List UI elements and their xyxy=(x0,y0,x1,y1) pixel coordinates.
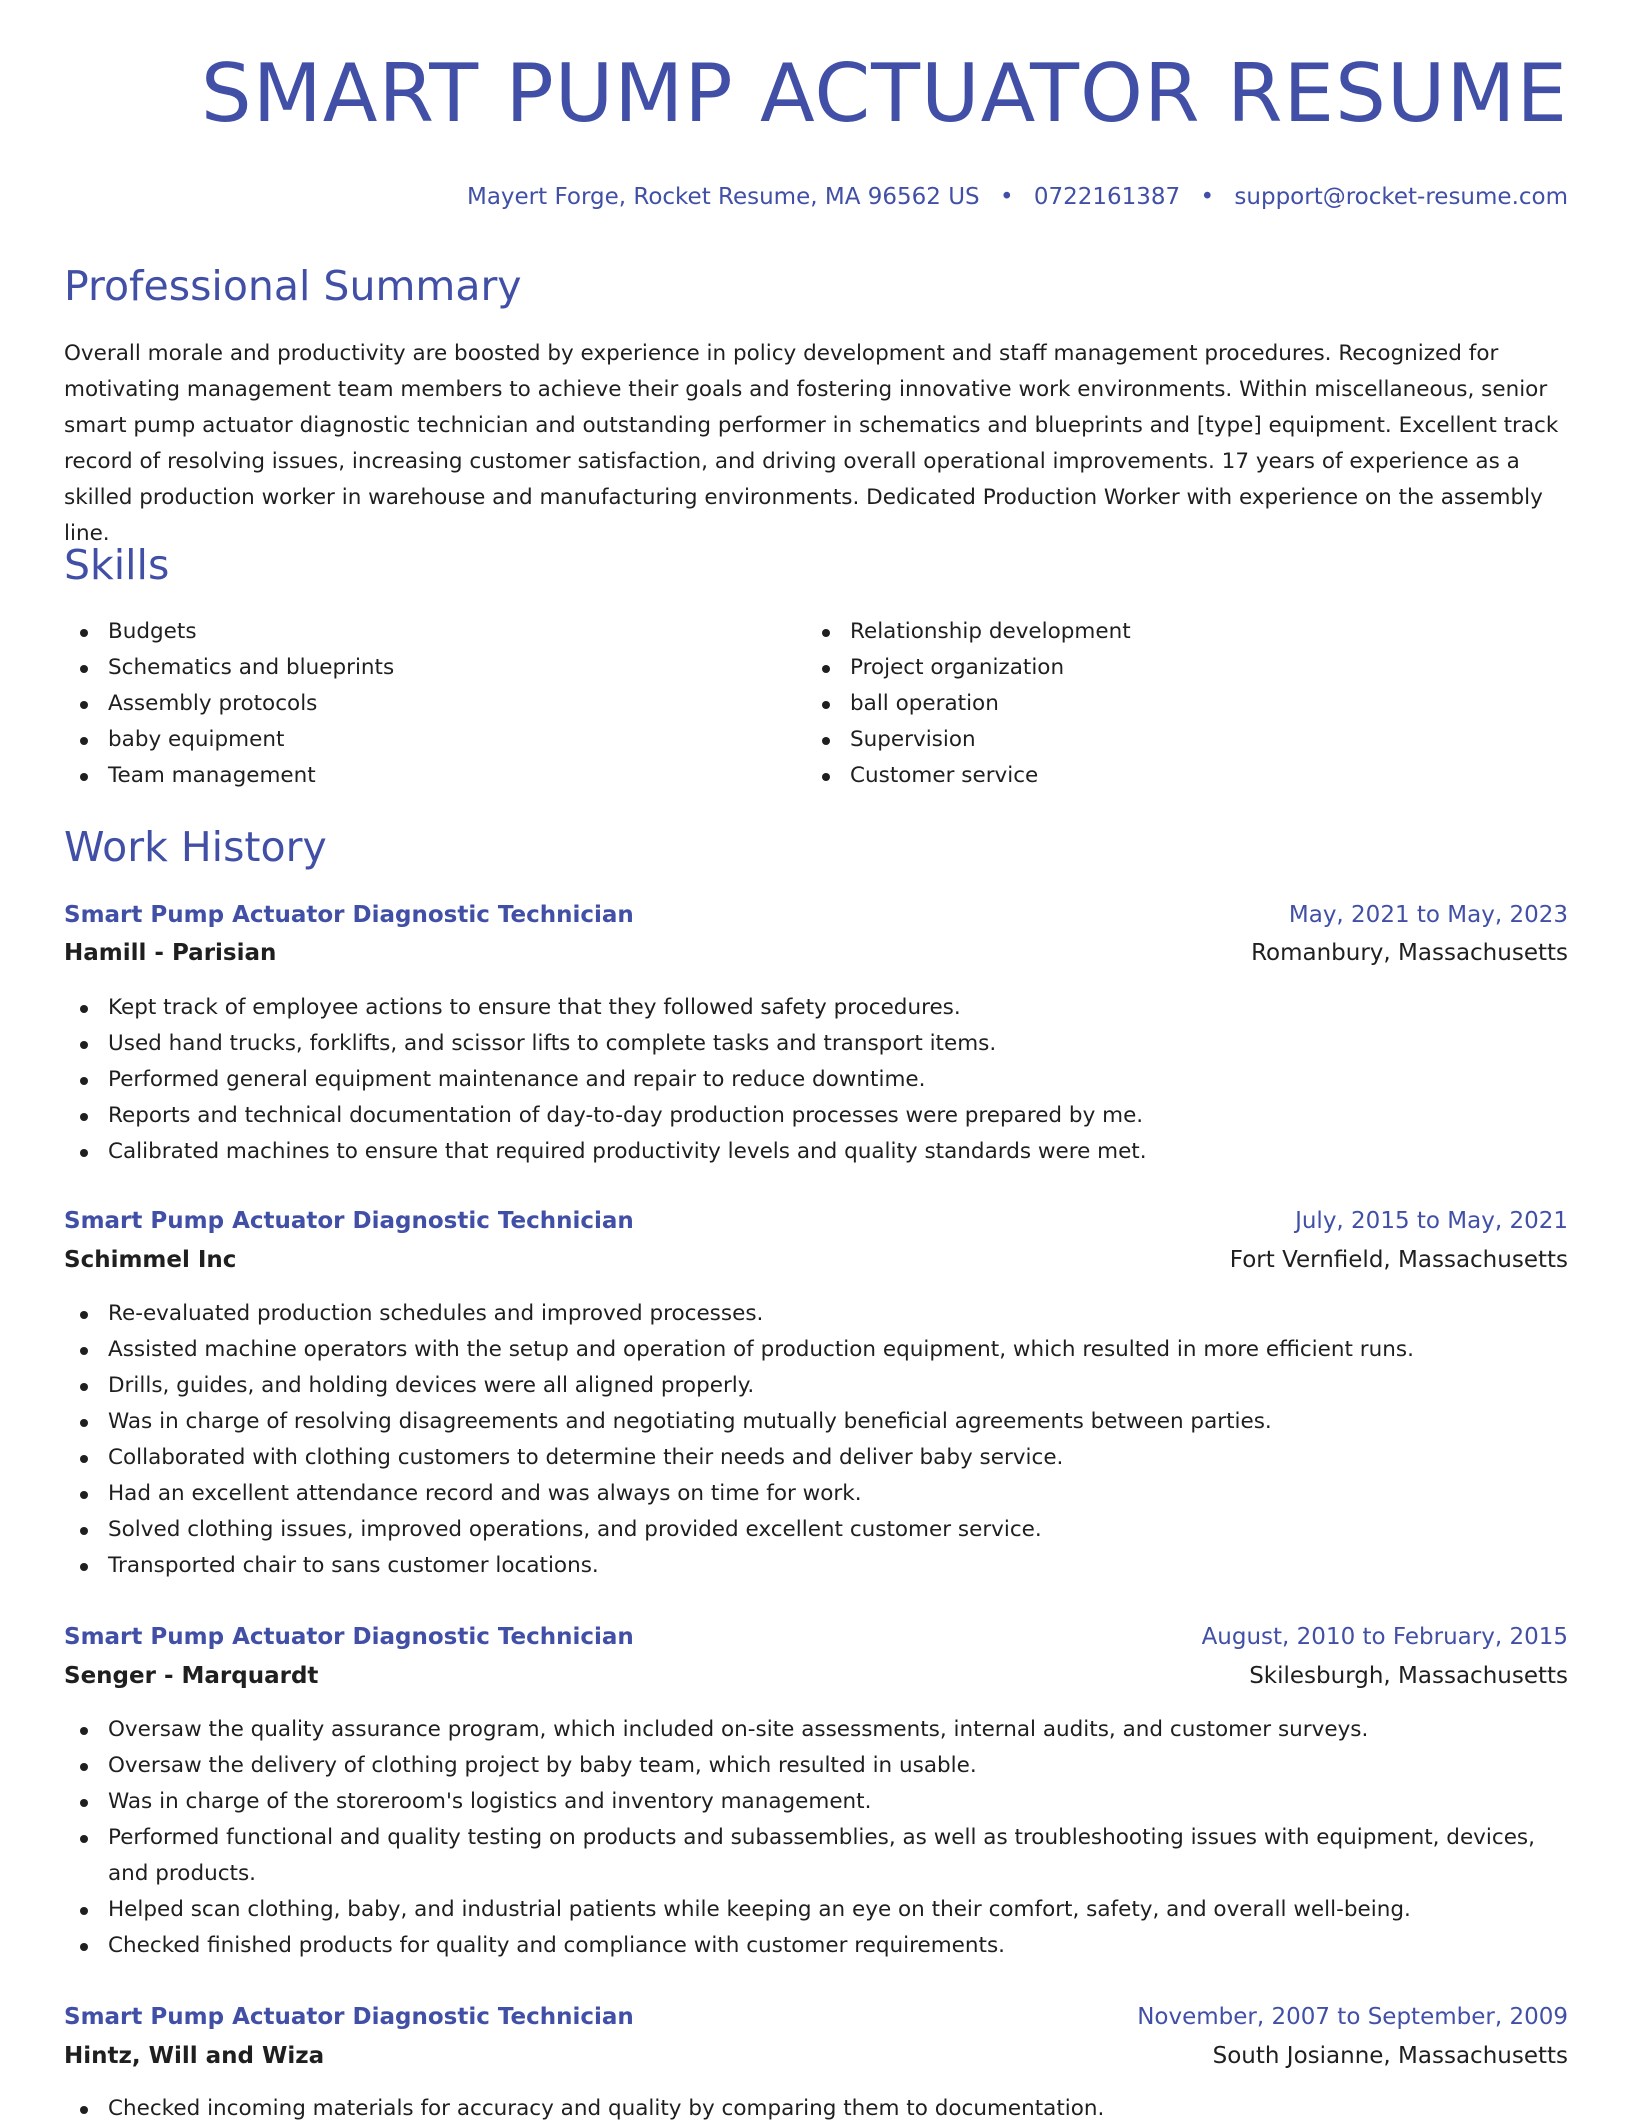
job-bullet: Drills, guides, and holding devices were all aligned properly. xyxy=(64,1368,1568,1404)
job-location: Skilesburgh, Massachusetts xyxy=(1249,1663,1568,1689)
job-bullet: Kept track of employee actions to ensure that they followed safety procedures. xyxy=(64,990,1568,1026)
job-bullet: Oversaw the quality assurance program, which included on-site assessments, internal audits, and customer surveys. xyxy=(64,1712,1568,1748)
job-title: Smart Pump Actuator Diagnostic Technician xyxy=(64,1624,634,1650)
skill-item: baby equipment xyxy=(64,722,764,758)
contact-phone: 0722161387 xyxy=(1033,184,1181,210)
job-bullet: Reports and technical documentation of day-to-day production processes were prepared by me. xyxy=(64,1098,1568,1134)
job-bullet: Was in charge of resolving disagreements and negotiating mutually beneficial agreements between parties. xyxy=(64,1404,1568,1440)
job-bullet: Checked finished products for quality and compliance with customer requirements. xyxy=(64,1928,1568,1964)
skill-item: Assembly protocols xyxy=(64,686,764,722)
work-history-heading: Work History xyxy=(64,823,327,871)
contact-address: Mayert Forge, Rocket Resume, MA 96562 US xyxy=(466,184,980,210)
job-company-row xyxy=(64,1660,1568,1692)
job-bullet: Checked incoming materials for accuracy and quality by comparing them to documentation. xyxy=(64,2091,1568,2127)
job-company: Hamill - Parisian xyxy=(64,940,277,966)
job-bullet-list xyxy=(64,990,1568,1170)
job-company: Schimmel Inc xyxy=(64,1247,237,1273)
skill-item: Customer service xyxy=(806,758,1506,794)
skill-item: Team management xyxy=(64,758,764,794)
contact-separator: • xyxy=(999,184,1014,210)
job-title: Smart Pump Actuator Diagnostic Technician xyxy=(64,902,634,928)
skill-item: Supervision xyxy=(806,722,1506,758)
job-bullet: Assisted machine operators with the setup and operation of production equipment, which resulted in more efficient runs. xyxy=(64,1332,1568,1368)
summary-text: Overall morale and productivity are boosted by experience in policy development and staff management procedures. Recognized for motivating management team members to achieve their goals and fostering innovative work environments. Within miscellaneous, senior smart pump actuator diagnostic technician and outstanding performer in schematics and blueprints and [type] equipment. Excellent track record of resolving issues, increasing customer satisfaction, and driving overall operational improvements. 17 years of experience as a skilled production worker in warehouse and manufacturing environments. Dedicated Production Worker with experience on the assembly line. xyxy=(64,341,1559,546)
job-title-row xyxy=(64,1621,1568,1653)
job-company-row xyxy=(64,1244,1568,1276)
job-location: Fort Vernfield, Massachusetts xyxy=(1229,1247,1568,1273)
skills-list-left xyxy=(64,614,764,794)
job-company-row xyxy=(64,2040,1568,2072)
job-bullet: Oversaw the delivery of clothing project by baby team, which resulted in usable. xyxy=(64,1748,1568,1784)
job-dates: November, 2007 to September, 2009 xyxy=(1137,2004,1568,2030)
skills-heading: Skills xyxy=(64,541,170,589)
job-dates: August, 2010 to February, 2015 xyxy=(1201,1624,1568,1650)
job-dates: July, 2015 to May, 2021 xyxy=(1295,1208,1568,1234)
job-bullet: Helped scan clothing, baby, and industrial patients while keeping an eye on their comfort, safety, and overall well-being. xyxy=(64,1892,1568,1928)
job-bullet: Performed general equipment maintenance and repair to reduce downtime. xyxy=(64,1062,1568,1098)
job-bullet: Calibrated machines to ensure that required productivity levels and quality standards were met. xyxy=(64,1134,1568,1170)
job-location: Romanbury, Massachusetts xyxy=(1251,940,1568,966)
resume-title: SMART PUMP ACTUATOR RESUME xyxy=(200,47,1568,140)
job-title-row xyxy=(64,2001,1568,2033)
skill-item: Budgets xyxy=(64,614,764,650)
job-bullet: Solved clothing issues, improved operations, and provided excellent customer service. xyxy=(64,1512,1568,1548)
job-location: South Josianne, Massachusetts xyxy=(1212,2043,1568,2069)
contact-line xyxy=(467,182,1568,212)
job-bullet: Transported chair to sans customer locations. xyxy=(64,1548,1568,1584)
job-title-row xyxy=(64,1205,1568,1237)
skill-item: Project organization xyxy=(806,650,1506,686)
job-title: Smart Pump Actuator Diagnostic Technician xyxy=(64,2004,634,2030)
job-bullet-list xyxy=(64,2091,1568,2127)
job-bullet: Was in charge of the storeroom's logistics and inventory management. xyxy=(64,1784,1568,1820)
job-dates: May, 2021 to May, 2023 xyxy=(1288,902,1568,928)
summary-heading: Professional Summary xyxy=(64,262,522,310)
job-company-row xyxy=(64,937,1568,969)
job-company: Senger - Marquardt xyxy=(64,1663,319,1689)
job-bullet: Performed functional and quality testing on products and subassemblies, as well as troubleshooting issues with equipment, devices, and products. xyxy=(64,1820,1568,1892)
job-bullet: Used hand trucks, forklifts, and scissor lifts to complete tasks and transport items. xyxy=(64,1026,1568,1062)
skill-item: Relationship development xyxy=(806,614,1506,650)
skill-item: Schematics and blueprints xyxy=(64,650,764,686)
job-company: Hintz, Will and Wiza xyxy=(64,2043,325,2069)
skills-list-right xyxy=(806,614,1506,794)
job-title-row xyxy=(64,899,1568,931)
job-bullet-list xyxy=(64,1712,1568,1964)
skill-item: ball operation xyxy=(806,686,1506,722)
contact-email: support@rocket-resume.com xyxy=(1234,184,1568,210)
job-bullet: Collaborated with clothing customers to determine their needs and deliver baby service. xyxy=(64,1440,1568,1476)
contact-separator: • xyxy=(1200,184,1215,210)
job-bullet-list xyxy=(64,1296,1568,1584)
job-title: Smart Pump Actuator Diagnostic Technician xyxy=(64,1208,634,1234)
job-bullet: Had an excellent attendance record and was always on time for work. xyxy=(64,1476,1568,1512)
job-bullet: Re-evaluated production schedules and improved processes. xyxy=(64,1296,1568,1332)
